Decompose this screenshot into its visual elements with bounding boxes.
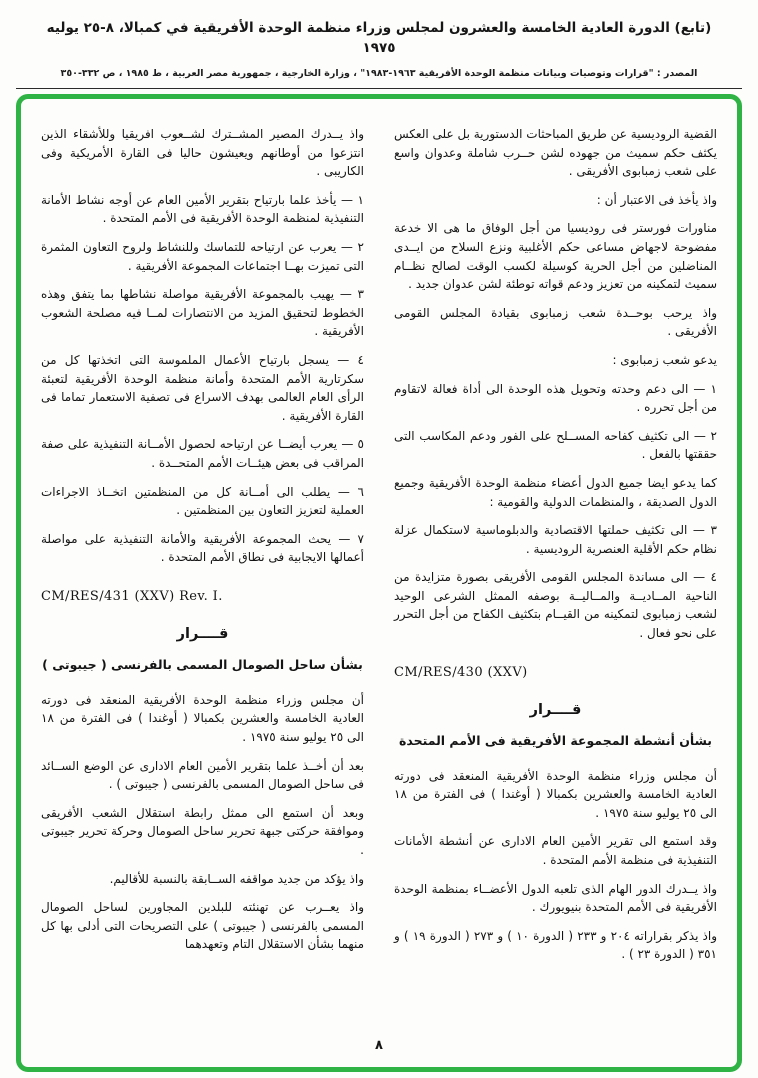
paragraph: واذ يؤكد من جديد مواقفه الســابقة بالنسبة للأقاليم. xyxy=(109,871,364,886)
column-left xyxy=(41,125,364,1025)
paragraph: ٣ — يهيب بالمجموعة الأفريقية مواصلة نشاطها بما يتفق وهذه الخطوط لتحقيق المزيد من الانتصارات لمــا فيه مصلحة الشعوب الأفريقية . xyxy=(41,287,364,339)
paragraph: واذ يــدرك المصير المشــترك لشــعوب افريقيا وللأشقاء الذين انتزعوا من أوطانهم ويعيشون حاليا فى القارة الأمريكية وفى الكاريبى . xyxy=(41,127,364,179)
header-title: (تابع) الدورة العادية الخامسة والعشرون لمجلس وزراء منظمة الوحدة الأفريقية في كمبالا، ٨-٢٥ يوليه ١٩٧٥ xyxy=(46,20,712,57)
paragraph: ٤ — يسجل بارتياح الأعمال الملموسة التى اتخذتها كل من سكرتارية الأمم المتحدة وأمانة منظمة الوحدة الأفريقية لتعبئة الرأى العام العالمى بهدف الاسراع فى تصفية الاستعمار تماما فى القارة الأفريقية . xyxy=(41,352,364,423)
resolution-title: قــــرار xyxy=(529,701,582,718)
paragraph: ٢ — الى تكثيف كفاحه المســلح على الفور ودعم المكاسب التى حققتها بالفعل . xyxy=(394,428,717,462)
paragraph: ٦ — يطلب الى أمــانة كل من المنظمتين اتخــاذ الاجراءات العملية لتعزيز التعاون بين المنظمتين . xyxy=(41,484,364,518)
resolution-subtitle: بشأن أنشطة المجموعة الأفريقية فى الأمم المتحدة xyxy=(398,733,712,749)
paragraph: ٧ — يحث المجموعة الأفريقية والأمانة التنفيذية على مواصلة أعمالها الايجابية فى نطاق الأمم المتحدة . xyxy=(41,531,364,565)
paragraph: واذ يذكر بقراراته ٢٠٤ و ٢٣٣ ( الدورة ١٠ ) و ٢٧٣ ( الدورة ١٩ ) و ٣٥١ ( الدورة ٢٣ ) . xyxy=(394,928,717,962)
content-border-box xyxy=(16,94,742,1072)
paragraph: يدعو شعب زمبابوى : xyxy=(612,352,717,367)
paragraph: ١ — الى دعم وحدته وتحويل هذه الوحدة الى أداة فعالة لاتقاوم من أجل تحرره . xyxy=(394,381,717,415)
paragraph: واذ يــدرك الدور الهام الذى تلعبه الدول الأعضــاء بمنظمة الوحدة الأفريقية فى الأمم المتحدة بنيويورك . xyxy=(394,881,717,915)
paragraph: وقد استمع الى تقرير الأمين العام الادارى عن أنشطة الأمانات التنفيذية فى منظمة الأمم المتحدة . xyxy=(394,834,717,868)
resolution-title: قــــرار xyxy=(176,626,229,643)
paragraph: ١ — يأخذ علما بارتياح بتقرير الأمين العام عن أوجه نشاط الأمانة التنفيذية لمنظمة الوحدة الأفريقية فى الأمم المتحدة . xyxy=(41,192,364,226)
text-columns xyxy=(41,125,717,1025)
header-divider xyxy=(16,88,742,89)
paragraph: ٢ — يعرب عن ارتياحه للتماسك وللنشاط ولروح التعاون المثمرة التى تميزت بهــا اجتماعات المجموعة الأفريقية . xyxy=(41,239,364,273)
paragraph: ٤ — الى مساندة المجلس القومى الأفريقى بصورة متزايدة من الناحية المــاديــة والمــاليــة بوصفه الممثل الشرعى الوحيد لشعب زمبابوى لتمكينه من القيــام بتكثيف الكفاح من أجل التحرر على نحو فعال . xyxy=(394,570,717,641)
paragraph: واذ يعــرب عن تهنئته للبلدين المجاورين لساحل الصومال المسمى بالفرنسى ( جيبوتى ) على التصريحات التى أدلى بها كل منهما بشأن الاستقلال التام وتعهدهما xyxy=(41,900,364,952)
paragraph: مناورات فورستر فى روديسيا من أجل الوفاق ما هى الا خدعة مفضوحة لاجهاض مساعى حكم الأغلبية ونزع السلاح من ايــدى المناضلين من أجل الحرية كوسيلة لكسب الوقت لصالح نظــام سميث لتمكينه من تعزيز ودعم قواته توطئة لشن عدوان جديد . xyxy=(394,221,717,292)
paragraph: ٥ — يعرب أيضــا عن ارتياحه لحصول الأمــانة التنفيذية على صفة المراقب فى بعض هيئــات الأمم المتحــدة . xyxy=(41,437,364,470)
paragraph: واذ يرحب بوحــدة شعب زمبابوى بقيادة المجلس القومى الأفريقى . xyxy=(394,305,717,339)
paragraph: بعد أن أخــذ علما بتقرير الأمين العام الادارى عن الوضع الســائد فى ساحل الصومال المسمى بالفرنسى ( جيبوتى ) . xyxy=(41,758,364,792)
paragraph: أن مجلس وزراء منظمة الوحدة الأفريقية المنعقد فى دورته العادية الخامسة والعشرين بكمبالا ( أوغندا ) فى الفترة من ١٨ الى ٢٥ يوليو سنة ١٩٧٥ . xyxy=(394,768,717,820)
paragraph: واذ يأخذ فى الاعتبار أن : xyxy=(596,192,717,207)
column-right xyxy=(394,125,717,1025)
paragraph: القضية الروديسية عن طريق المباحثات الدستورية بل على العكس يكثف حكم سميث من جهوده لشن حــرب شاملة وعدوان واسع على شعب زمبابوى الأفريقى . xyxy=(394,127,717,179)
paragraph: كما يدعو ايضا جميع الدول أعضاء منظمة الوحدة الأفريقية وجميع الدول الصديقة ، والمنظمات الدولية والقومية : xyxy=(394,475,717,509)
resolution-subtitle: بشأن ساحل الصومال المسمى بالفرنسى ( جيبوتى ) xyxy=(42,657,363,673)
page-number: ٨ xyxy=(375,1038,383,1053)
header-source: المصدر : "قرارات وتوصيات وبيانات منظمة الوحدة الأفريقية ١٩٦٣-١٩٨٣" ، وزارة الخارجية ، جمهورية مصر العربية ، ط ١٩٨٥ ، ص ٣٣٢-٣٥٠ xyxy=(60,67,698,79)
resolution-ref: CM/RES/430 (XXV) xyxy=(394,664,528,680)
paragraph: ٣ — الى تكثيف حملتها الاقتصادية والدبلوماسية لاستكمال عزلة نظام حكم الأقلية العنصرية الروديسية . xyxy=(394,523,717,556)
document-header xyxy=(0,0,758,89)
paragraph: وبعد أن استمع الى ممثل رابطة استقلال الشعب الأفريقى وموافقة حركتى جبهة تحرير ساحل الصومال وحركة تحرير جيبوتى . xyxy=(41,805,364,858)
paragraph: أن مجلس وزراء منظمة الوحدة الأفريقية المنعقد فى دورته العادية الخامسة والعشرين بكمبالا ( أوغندا ) فى الفترة من ١٨ الى ٢٥ يوليو سنة ١٩٧٥ . xyxy=(41,692,364,745)
resolution-ref: CM/RES/431 (XXV) Rev. I. xyxy=(41,588,223,604)
